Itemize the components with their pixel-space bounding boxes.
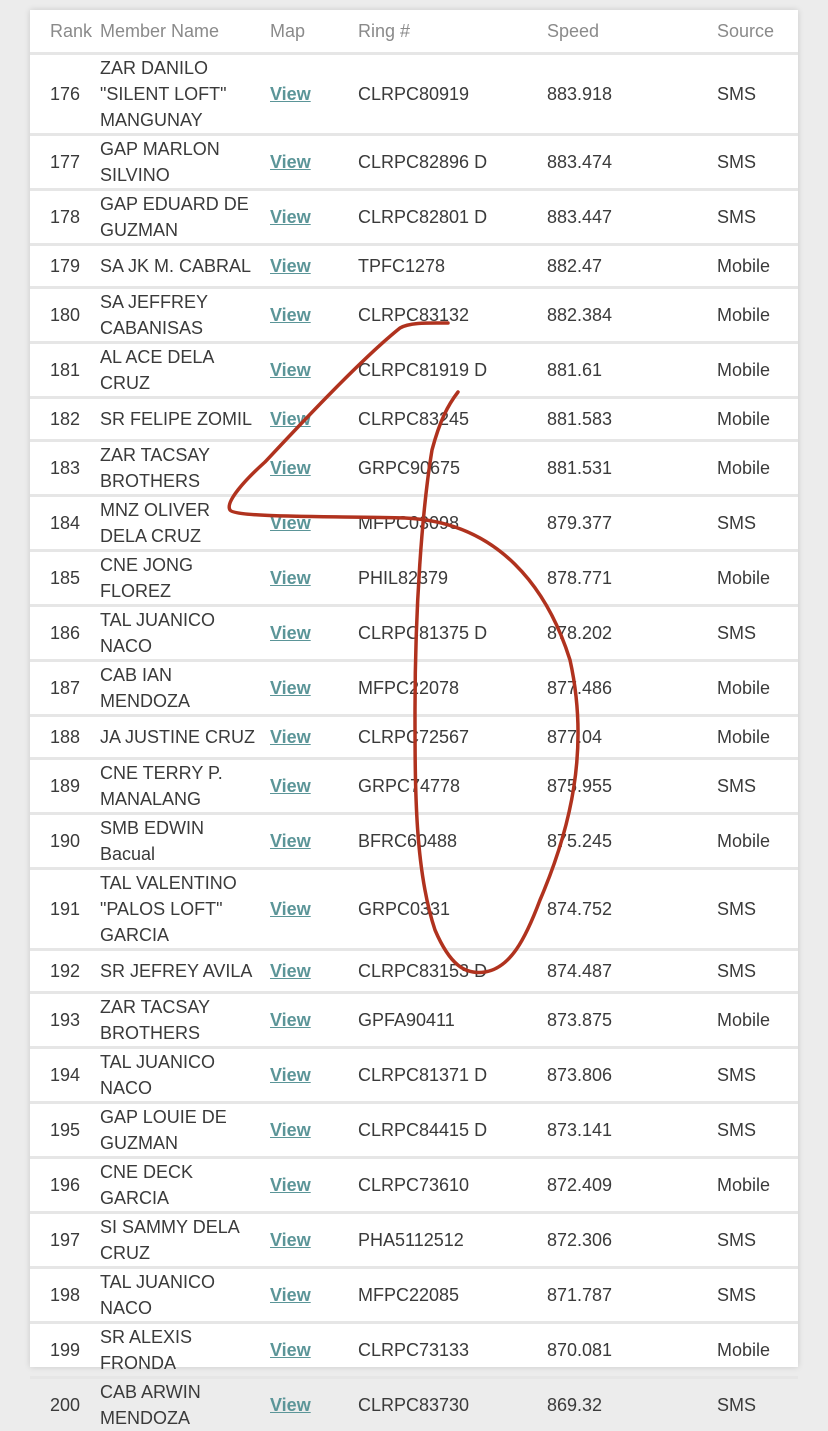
speed-cell: 877.486 [527,661,697,716]
speed-cell: 872.409 [527,1158,697,1213]
map-cell [268,950,358,993]
map-cell [268,135,358,190]
table-row [30,814,798,869]
member-name-cell: GAP EDUARD DE GUZMAN [90,190,268,245]
map-cell [268,1378,358,1431]
view-map-link[interactable]: View [270,1010,311,1030]
speed-cell: 873.141 [527,1103,697,1158]
rank-cell: 193 [30,993,90,1048]
source-cell: SMS [697,759,798,814]
source-cell: SMS [697,1048,798,1103]
member-name-cell: GAP MARLON SILVINO [90,135,268,190]
speed-cell: 878.771 [527,551,697,606]
view-map-link[interactable]: View [270,776,311,796]
view-map-link[interactable]: View [270,678,311,698]
rank-cell: 192 [30,950,90,993]
table-row [30,950,798,993]
view-map-link[interactable]: View [270,1230,311,1250]
table-row [30,1048,798,1103]
table-row [30,190,798,245]
view-map-link[interactable]: View [270,409,311,429]
source-cell: SMS [697,54,798,135]
source-cell: SMS [697,1103,798,1158]
member-name-cell: ZAR DANILO "SILENT LOFT" MANGUNAY [90,54,268,135]
ring-number-cell: GRPC0331 [358,869,527,950]
member-name-cell: AL ACE DELA CRUZ [90,343,268,398]
map-cell [268,606,358,661]
ring-number-cell: CLRPC83245 [358,398,527,441]
table-row [30,993,798,1048]
view-map-link[interactable]: View [270,1340,311,1360]
ring-number-cell: CLRPC73610 [358,1158,527,1213]
member-name-cell: ZAR TACSAY BROTHERS [90,993,268,1048]
ring-number-cell: BFRC60488 [358,814,527,869]
map-cell [268,814,358,869]
map-cell [268,759,358,814]
ring-number-cell: TPFC1278 [358,245,527,288]
ring-number-cell: PHA5112512 [358,1213,527,1268]
header-ring-number: Ring # [358,10,527,54]
header-map: Map [268,10,358,54]
map-cell [268,993,358,1048]
view-map-link[interactable]: View [270,207,311,227]
source-cell: SMS [697,1213,798,1268]
ring-number-cell: CLRPC72567 [358,716,527,759]
ring-number-cell: CLRPC83132 [358,288,527,343]
map-cell [268,1323,358,1378]
view-map-link[interactable]: View [270,831,311,851]
rank-cell: 199 [30,1323,90,1378]
ring-number-cell: MFPC03098 [358,496,527,551]
table-row [30,135,798,190]
member-name-cell: GAP LOUIE DE GUZMAN [90,1103,268,1158]
speed-cell: 875.955 [527,759,697,814]
source-cell: Mobile [697,993,798,1048]
map-cell [268,1158,358,1213]
view-map-link[interactable]: View [270,152,311,172]
rank-cell: 198 [30,1268,90,1323]
ring-number-cell: CLRPC82801 D [358,190,527,245]
ring-number-cell: MFPC22078 [358,661,527,716]
table-row [30,1378,798,1431]
member-name-cell: SMB EDWIN Bacual [90,814,268,869]
member-name-cell: CNE DECK GARCIA [90,1158,268,1213]
table-row [30,288,798,343]
speed-cell: 881.61 [527,343,697,398]
member-name-cell: SR ALEXIS FRONDA [90,1323,268,1378]
map-cell [268,343,358,398]
member-name-cell: SR FELIPE ZOMIL [90,398,268,441]
ring-number-cell: CLRPC80919 [358,54,527,135]
speed-cell: 875.245 [527,814,697,869]
member-name-cell: CNE TERRY P. MANALANG [90,759,268,814]
view-map-link[interactable]: View [270,899,311,919]
ring-number-cell: MFPC22085 [358,1268,527,1323]
member-name-cell: SR JEFREY AVILA [90,950,268,993]
view-map-link[interactable]: View [270,1395,311,1415]
member-name-cell: TAL JUANICO NACO [90,606,268,661]
rank-cell: 200 [30,1378,90,1431]
speed-cell: 873.806 [527,1048,697,1103]
speed-cell: 881.531 [527,441,697,496]
table-row [30,606,798,661]
table-row [30,343,798,398]
rank-cell: 180 [30,288,90,343]
source-cell: Mobile [697,441,798,496]
member-name-cell: CNE JONG FLOREZ [90,551,268,606]
speed-cell: 878.202 [527,606,697,661]
view-map-link[interactable]: View [270,623,311,643]
view-map-link[interactable]: View [270,568,311,588]
speed-cell: 870.081 [527,1323,697,1378]
view-map-link[interactable]: View [270,305,311,325]
source-cell: Mobile [697,288,798,343]
map-cell [268,661,358,716]
speed-cell: 869.32 [527,1378,697,1431]
map-cell [268,190,358,245]
source-cell: Mobile [697,343,798,398]
map-cell [268,288,358,343]
speed-cell: 873.875 [527,993,697,1048]
speed-cell: 883.474 [527,135,697,190]
map-cell [268,398,358,441]
source-cell: SMS [697,950,798,993]
rank-cell: 191 [30,869,90,950]
map-cell [268,716,358,759]
speed-cell: 872.306 [527,1213,697,1268]
rank-cell: 194 [30,1048,90,1103]
rank-cell: 182 [30,398,90,441]
map-cell [268,245,358,288]
source-cell: Mobile [697,716,798,759]
speed-cell: 874.487 [527,950,697,993]
source-cell: SMS [697,1268,798,1323]
rank-cell: 178 [30,190,90,245]
rank-cell: 189 [30,759,90,814]
ring-number-cell: CLRPC73133 [358,1323,527,1378]
table-row [30,441,798,496]
speed-cell: 874.752 [527,869,697,950]
rank-cell: 196 [30,1158,90,1213]
map-cell [268,441,358,496]
member-name-cell: ZAR TACSAY BROTHERS [90,441,268,496]
speed-cell: 871.787 [527,1268,697,1323]
table-row [30,245,798,288]
map-cell [268,1213,358,1268]
table-row [30,869,798,950]
view-map-link[interactable]: View [270,1065,311,1085]
table-row [30,1158,798,1213]
view-map-link[interactable]: View [270,458,311,478]
header-rank: Rank [30,10,90,54]
member-name-cell: MNZ OLIVER DELA CRUZ [90,496,268,551]
rank-cell: 195 [30,1103,90,1158]
member-name-cell: CAB IAN MENDOZA [90,661,268,716]
ring-number-cell: CLRPC83730 [358,1378,527,1431]
source-cell: Mobile [697,398,798,441]
header-speed: Speed [527,10,697,54]
source-cell: Mobile [697,551,798,606]
table-row [30,759,798,814]
rank-cell: 183 [30,441,90,496]
view-map-link[interactable]: View [270,1175,311,1195]
table-row [30,716,798,759]
member-name-cell: JA JUSTINE CRUZ [90,716,268,759]
member-name-cell: TAL JUANICO NACO [90,1268,268,1323]
source-cell: Mobile [697,1323,798,1378]
table-row [30,1323,798,1378]
source-cell: SMS [697,496,798,551]
source-cell: Mobile [697,661,798,716]
member-name-cell: SA JEFFREY CABANISAS [90,288,268,343]
source-cell: SMS [697,190,798,245]
rank-cell: 188 [30,716,90,759]
view-map-link[interactable]: View [270,727,311,747]
rank-cell: 177 [30,135,90,190]
ring-number-cell: GRPC74778 [358,759,527,814]
rank-cell: 187 [30,661,90,716]
header-member-name: Member Name [90,10,268,54]
view-map-link[interactable]: View [270,84,311,104]
rank-cell: 181 [30,343,90,398]
view-map-link[interactable]: View [270,1120,311,1140]
table-row [30,661,798,716]
table-row [30,54,798,135]
source-cell: Mobile [697,814,798,869]
source-cell: SMS [697,606,798,661]
header-source: Source [697,10,798,54]
view-map-link[interactable]: View [270,961,311,981]
member-name-cell: TAL JUANICO NACO [90,1048,268,1103]
ring-number-cell: PHIL82379 [358,551,527,606]
view-map-link[interactable]: View [270,256,311,276]
table-row [30,1103,798,1158]
ring-number-cell: CLRPC84415 D [358,1103,527,1158]
view-map-link[interactable]: View [270,360,311,380]
table-header-row [30,10,798,54]
map-cell [268,54,358,135]
speed-cell: 883.447 [527,190,697,245]
source-cell: SMS [697,869,798,950]
ring-number-cell: CLRPC81371 D [358,1048,527,1103]
ring-number-cell: CLRPC81919 D [358,343,527,398]
ring-number-cell: GPFA90411 [358,993,527,1048]
table-row [30,1268,798,1323]
ring-number-cell: GRPC90675 [358,441,527,496]
ring-number-cell: CLRPC81375 D [358,606,527,661]
rank-cell: 190 [30,814,90,869]
rank-cell: 197 [30,1213,90,1268]
speed-cell: 882.384 [527,288,697,343]
source-cell: Mobile [697,1158,798,1213]
member-name-cell: TAL VALENTINO "PALOS LOFT" GARCIA [90,869,268,950]
member-name-cell: CAB ARWIN MENDOZA [90,1378,268,1431]
ring-number-cell: CLRPC82896 D [358,135,527,190]
view-map-link[interactable]: View [270,1285,311,1305]
map-cell [268,1268,358,1323]
view-map-link[interactable]: View [270,513,311,533]
map-cell [268,496,358,551]
member-name-cell: SA JK M. CABRAL [90,245,268,288]
results-page [30,10,798,1367]
map-cell [268,1103,358,1158]
speed-cell: 877.04 [527,716,697,759]
speed-cell: 879.377 [527,496,697,551]
speed-cell: 881.583 [527,398,697,441]
map-cell [268,869,358,950]
rank-cell: 184 [30,496,90,551]
table-row [30,1213,798,1268]
rank-cell: 185 [30,551,90,606]
map-cell [268,1048,358,1103]
source-cell: SMS [697,1378,798,1431]
speed-cell: 883.918 [527,54,697,135]
map-cell [268,551,358,606]
table-row [30,551,798,606]
source-cell: SMS [697,135,798,190]
rank-cell: 176 [30,54,90,135]
ring-number-cell: CLRPC83153 D [358,950,527,993]
rank-cell: 179 [30,245,90,288]
speed-cell: 882.47 [527,245,697,288]
table-row [30,398,798,441]
rank-cell: 186 [30,606,90,661]
race-results-table [30,10,798,1431]
source-cell: Mobile [697,245,798,288]
table-row [30,496,798,551]
member-name-cell: SI SAMMY DELA CRUZ [90,1213,268,1268]
